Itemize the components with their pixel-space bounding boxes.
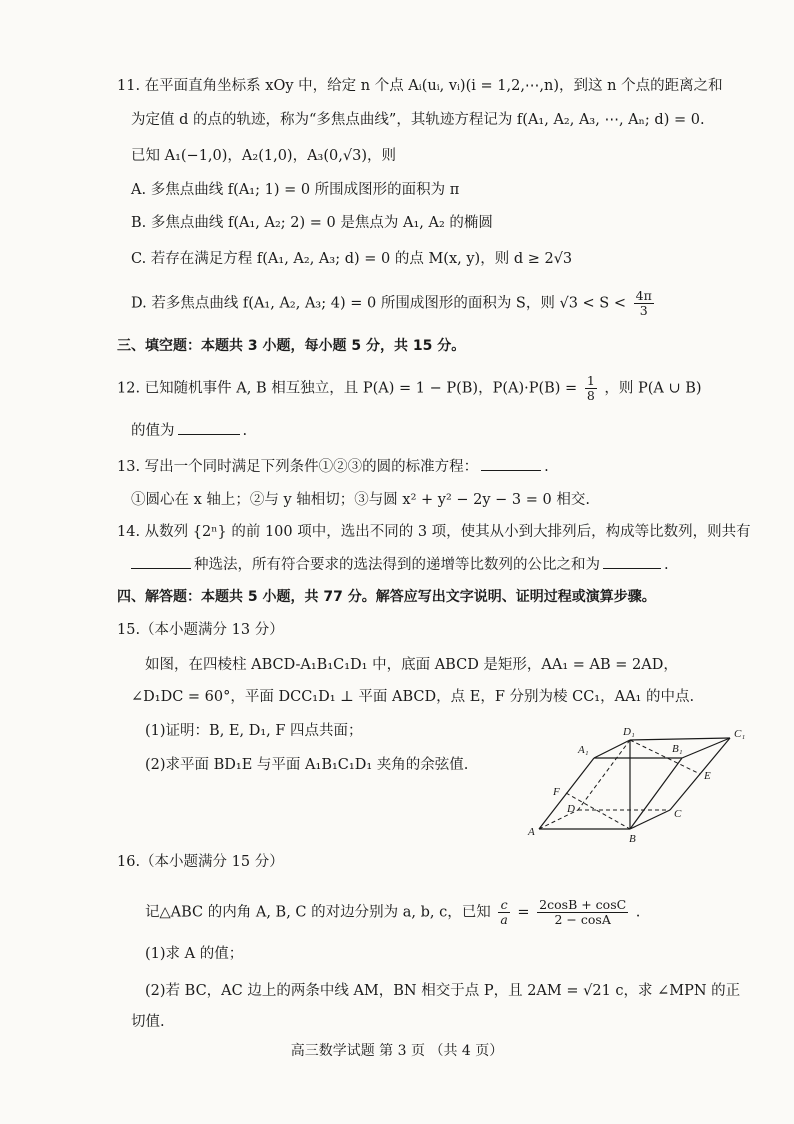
q13-line1 — [117, 456, 549, 477]
q12-answer-blank[interactable] — [178, 420, 240, 435]
q11-line1: 11. 在平面直角坐标系 xOy 中，给定 n 个点 Aᵢ(uᵢ, vᵢ)(i = 1,2,⋯,n)，到这 n 个点的距离之和 — [117, 78, 723, 94]
q12-fraction — [585, 374, 597, 403]
label-a1: A₁ — [578, 744, 589, 756]
edge-b1-c1 — [682, 738, 730, 758]
fraction-denominator: 2 − cosA — [554, 912, 611, 927]
q13-stem: 13. 写出一个同时满足下列条件①②③的圆的标准方程： — [117, 459, 479, 475]
segment-f-b-hidden — [566, 793, 630, 829]
label-a: A — [528, 826, 535, 838]
q11-given: 已知 A₁(−1,0)，A₂(1,0)，A₃(0,√3)，则 — [131, 148, 396, 164]
label-f: F — [553, 786, 560, 798]
fraction-numerator: 1 — [586, 373, 595, 388]
q15-heading: 15.（本小题满分 13 分） — [117, 622, 284, 638]
q13-conditions: ①圆心在 x 轴上；②与 y 轴相切；③与圆 x² + y² − 2y − 3 = 0 相交. — [131, 492, 590, 508]
q14-answer-blank-1[interactable] — [131, 554, 191, 569]
q14-answer-blank-2[interactable] — [603, 554, 661, 569]
q16-stem-text: 记△ABC 的内角 A, B, C 的对边分别为 a, b, c，已知 — [145, 904, 491, 921]
q13-period: . — [544, 459, 549, 475]
q15-stem-line2: ∠D₁DC = 60°，平面 DCC₁D₁ ⊥ 平面 ABCD，点 E，F 分别为棱 CC₁，AA₁ 的中点. — [131, 689, 695, 705]
label-d: D — [567, 803, 575, 815]
segment-d1-e-hidden — [630, 740, 700, 774]
q15-stem-line1: 如图，在四棱柱 ABCD-A₁B₁C₁D₁ 中，底面 ABCD 是矩形，AA₁ = AB = 2AD， — [145, 657, 678, 673]
q16-equals: = — [517, 904, 530, 921]
q16-part2-line1: (2)若 BC，AC 边上的两条中线 AM，BN 相交于点 P，且 2AM = √21 c，求 ∠MPN 的正 — [145, 983, 741, 999]
fraction-denominator: a — [500, 912, 508, 927]
q15-part2: (2)求平面 BD₁E 与平面 A₁B₁C₁D₁ 夹角的余弦值. — [145, 757, 469, 773]
q14-line2 — [131, 554, 669, 575]
section-3-heading: 三、填空题：本题共 3 小题，每小题 5 分，共 15 分。 — [117, 338, 466, 354]
q16-stem — [145, 898, 640, 927]
q15-part1: (1)证明：B, E, D₁, F 四点共面； — [145, 723, 363, 739]
q11-option-a: A. 多焦点曲线 f(A₁; 1) = 0 所围成图形的面积为 π — [131, 182, 460, 198]
q12-answer-prompt: 的值为 — [131, 423, 175, 439]
edge-d1-c1 — [630, 738, 730, 740]
fraction-numerator: c — [498, 898, 509, 913]
q12-line2 — [131, 420, 247, 441]
fraction-numerator: 4π — [635, 288, 652, 303]
label-c: C — [674, 808, 682, 820]
q16-part1: (1)求 A 的值； — [145, 946, 244, 962]
q16-part2-line2: 切值. — [131, 1014, 165, 1030]
prism-figure — [520, 722, 750, 852]
label-b: B — [629, 833, 636, 845]
label-d1: D₁ — [623, 726, 635, 738]
q16-fraction-c-over-a — [498, 898, 509, 927]
edge-a1-d1 — [594, 740, 630, 758]
q16-heading: 16.（本小题满分 15 分） — [117, 854, 284, 870]
label-b1: B₁ — [672, 743, 683, 755]
q11-option-d — [131, 289, 657, 318]
fraction-denominator: 8 — [586, 388, 595, 403]
q12-stem-tail: ，则 P(A ∪ B) — [604, 380, 702, 397]
q12-period: . — [242, 423, 248, 439]
q11-option-b: B. 多焦点曲线 f(A₁, A₂; 2) = 0 是焦点为 A₁, A₂ 的椭圆 — [131, 215, 493, 231]
label-e: E — [704, 770, 711, 782]
q14-line1: 14. 从数列 {2ⁿ} 的前 100 项中，选出不同的 3 项，使其从小到大排列后，构成等比数列，则共有 — [117, 524, 751, 540]
q16-period: . — [635, 904, 641, 921]
q14-period: . — [664, 557, 669, 573]
fraction-denominator: 3 — [639, 303, 648, 318]
fraction-numerator: 2cosB + cosC — [539, 897, 627, 912]
page-footer: 高三数学试题 第 3 页 （共 4 页） — [290, 1043, 504, 1059]
q14-line2-text: 种选法，所有符合要求的选法得到的递增等比数列的公比之和为 — [194, 557, 600, 573]
q11-option-d-text: D. 若多焦点曲线 f(A₁, A₂, A₃; 4) = 0 所围成图形的面积为 S，则 √3 < S < — [131, 295, 627, 312]
q11-line2: 为定值 d 的点的轨迹，称为“多焦点曲线”，其轨迹方程记为 f(A₁, A₂, A₃, ⋯, Aₙ; d) = 0. — [131, 112, 705, 128]
q13-answer-blank[interactable] — [481, 456, 541, 471]
q16-fraction-cos — [537, 898, 628, 927]
edge-b-c — [630, 810, 670, 829]
q12-stem: 12. 已知随机事件 A, B 相互独立，且 P(A) = 1 − P(B)，P(A)·P(B) = — [117, 380, 578, 397]
q12-line1 — [117, 374, 702, 403]
q11-option-d-fraction — [634, 289, 654, 318]
q11-option-c: C. 若存在满足方程 f(A₁, A₂, A₃; d) = 0 的点 M(x, y)，则 d ≥ 2√3 — [131, 251, 573, 267]
section-4-heading: 四、解答题：本题共 5 小题，共 77 分。解答应写出文字说明、证明过程或演算步骤。 — [117, 589, 656, 605]
label-c1: C₁ — [734, 728, 746, 740]
